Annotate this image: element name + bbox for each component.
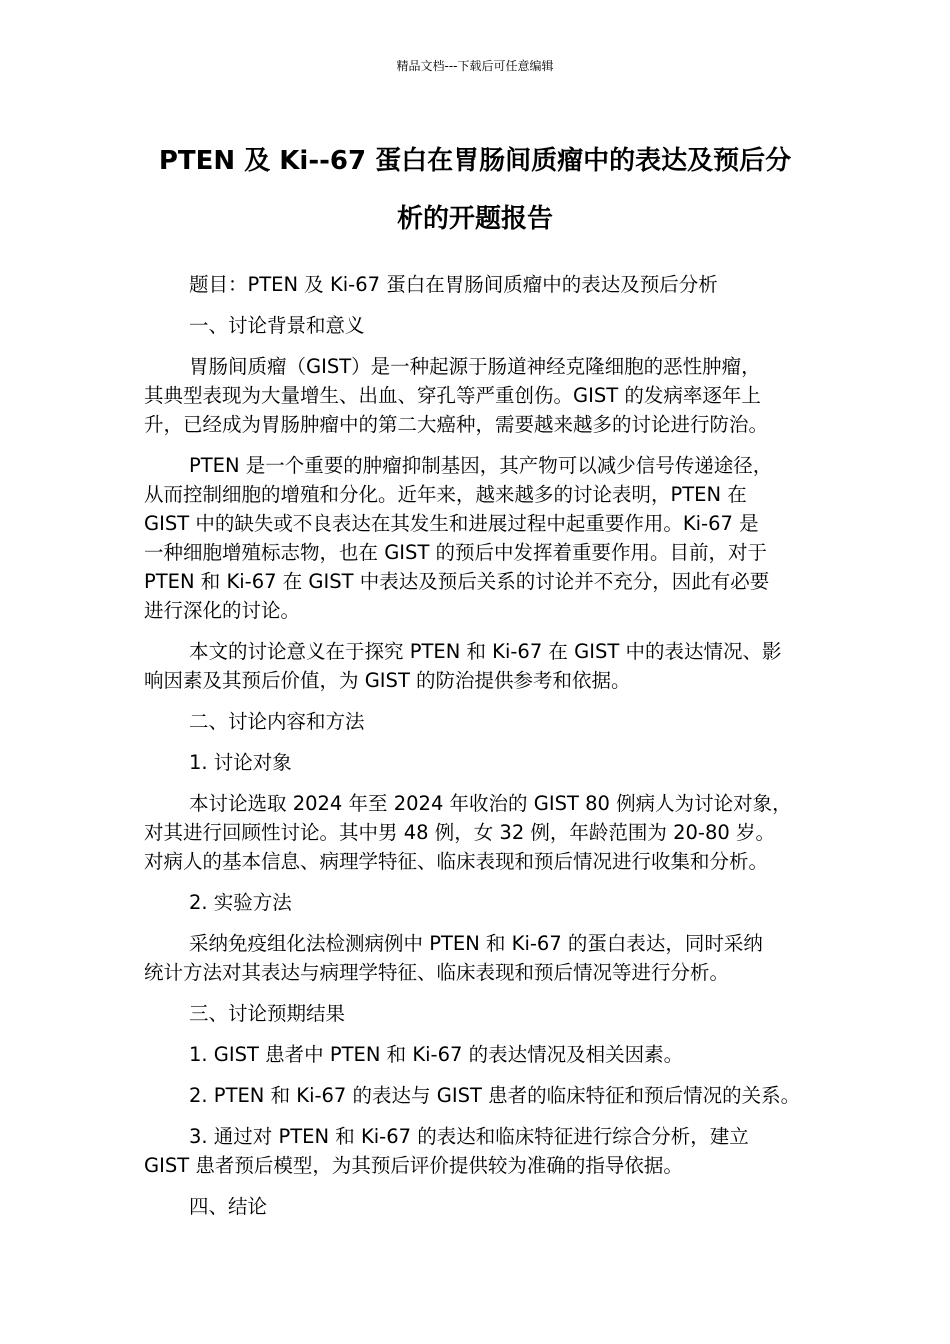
paragraph [144,352,824,439]
paragraph-line: 题目：PTEN 及 Ki-67 蛋白在胃肠间质瘤中的表达及预后分析 [189,273,718,296]
paragraph-line: 对其进行回顾性讨论。其中男 48 例，女 32 例，年龄范围为 20-80 岁。 [144,821,775,844]
document-title [130,132,820,248]
paragraph-line: 三、讨论预期结果 [189,1002,346,1025]
paragraph-line: 二、讨论内容和方法 [189,710,365,733]
paragraph [144,789,824,876]
paragraph-line: PTEN 和 Ki-67 在 GIST 中表达及预后关系的讨论并不充分，因此有必要 [144,570,770,593]
paragraph [144,1192,824,1221]
paragraph-line: 2. PTEN 和 Ki-67 的表达与 GIST 患者的临床特征和预后情况的关系。 [189,1084,801,1107]
paragraph [144,1122,824,1180]
paragraph [144,748,824,777]
paragraph-line: 本文的讨论意义在于探究 PTEN 和 Ki-67 在 GIST 中的表达情况、影 [189,640,782,663]
paragraph [144,270,824,299]
paragraph [144,999,824,1028]
paragraph-line: GIST 患者预后模型，为其预后评价提供较为准确的指导依据。 [144,1154,683,1177]
paragraph-line: 胃肠间质瘤（GIST）是一种起源于肠道神经克隆细胞的恶性肿瘤， [189,355,761,378]
paragraph [144,451,824,625]
paragraph [144,929,824,987]
paragraph [144,1040,824,1069]
paragraph [144,888,824,917]
paragraph-line: 本讨论选取 2024 年至 2024 年收治的 GIST 80 例病人为讨论对象， [189,792,792,815]
paragraph-line: 对病人的基本信息、病理学特征、临床表现和预后情况进行收集和分析。 [144,850,769,873]
paragraph-line: 其典型表现为大量增生、出血、穿孔等严重创伤。GIST 的发病率逐年上 [144,384,761,407]
page-header: 精品文档---下载后可任意编辑 [396,59,554,73]
title-line: PTEN 及 Ki--67 蛋白在胃肠间质瘤中的表达及预后分 [158,146,792,176]
paragraph [144,1081,824,1110]
paragraph-line: 一、讨论背景和意义 [189,314,365,337]
paragraph-line: 3. 通过对 PTEN 和 Ki-67 的表达和临床特征进行综合分析，建立 [189,1125,749,1148]
paragraph-line: 四、结论 [189,1195,268,1218]
paragraph-line: 响因素及其预后价值，为 GIST 的防治提供参考和依据。 [144,669,631,692]
paragraph-line: 2. 实验方法 [189,891,292,914]
paragraph-line: 统计方法对其表达与病理学特征、临床表现和预后情况等进行分析。 [144,961,730,984]
paragraph-line: 一种细胞增殖标志物，也在 GIST 的预后中发挥着重要作用。目前，对于 [144,541,768,564]
paragraph-line: 进行深化的讨论。 [144,599,301,622]
title-line: 析的开题报告 [396,204,553,234]
document-body [144,270,824,1233]
paragraph [144,637,824,695]
paragraph-line: 从而控制细胞的增殖和分化。近年来，越来越多的讨论表明，PTEN 在 [144,483,747,506]
paragraph-line: PTEN 是一个重要的肿瘤抑制基因，其产物可以减少信号传递途径， [189,454,773,477]
paragraph-line: 1. GIST 患者中 PTEN 和 Ki-67 的表达情况及相关因素。 [189,1043,684,1066]
paragraph-line: 采纳免疫组化法检测病例中 PTEN 和 Ki-67 的蛋白表达，同时采纳 [189,932,763,955]
paragraph [144,311,824,340]
paragraph-line: GIST 中的缺失或不良表达在其发生和进展过程中起重要作用。Ki-67 是 [144,512,759,535]
paragraph-line: 升，已经成为胃肠肿瘤中的第二大癌种，需要越来越多的讨论进行防治。 [144,413,769,436]
paragraph [144,707,824,736]
paragraph-line: 1. 讨论对象 [189,751,292,774]
